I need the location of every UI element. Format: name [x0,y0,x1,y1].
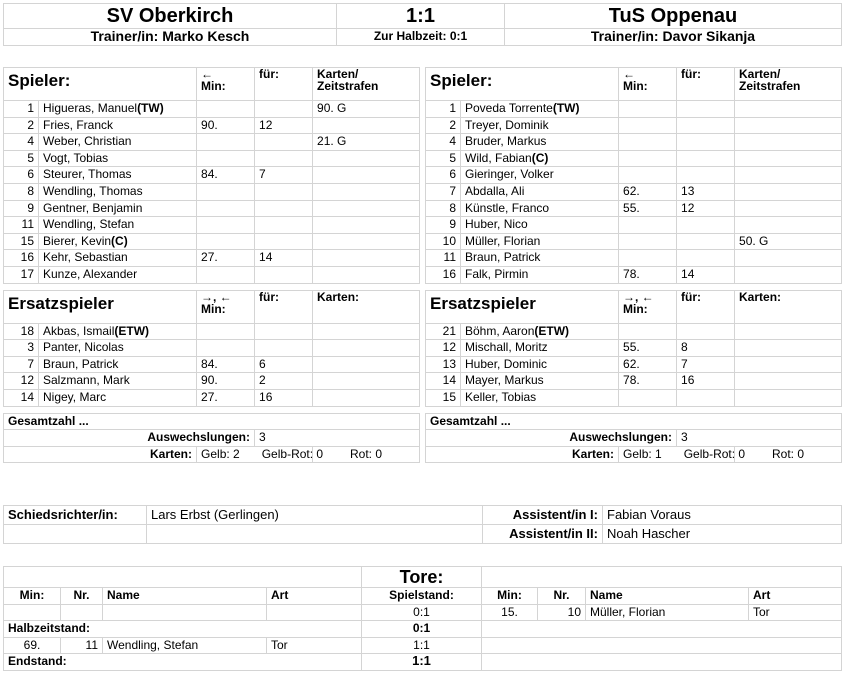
final-score: 1:1 [337,4,505,29]
player-sub-minute: 78. [619,266,677,283]
away-min-header: ← Min: [619,68,677,101]
away-player-row [426,101,842,118]
goals-title: Tore: [362,567,482,588]
away-goal-nr: 10 [538,604,586,621]
home-substitutions-label: Auswechslungen: [4,430,255,447]
home-sub-row [4,340,420,357]
away-yellow-count: Gelb: 1 [623,446,662,461]
player-sub-minute [619,167,677,184]
player-number: 5 [426,150,461,167]
sub-for: 6 [255,356,313,373]
sub-cards [313,389,420,406]
sub-cards [735,389,842,406]
sub-cards [313,323,420,340]
sub-name: Salzmann, Mark [39,373,197,390]
player-sub-minute: 62. [619,183,677,200]
referee-name: Lars Erbst (Gerlingen) [147,506,483,525]
player-cards [735,183,842,200]
sub-name: Braun, Patrick [39,356,197,373]
player-sub-for [677,250,735,267]
away-goal-art-header: Art [749,588,842,605]
away-coach: Trainer/in: Davor Sikanja [505,29,842,46]
player-number: 16 [4,250,39,267]
sub-number: 18 [4,323,39,340]
player-number: 7 [426,183,461,200]
home-sub-row [4,356,420,373]
assistant1-label: Assistent/in I: [483,506,603,525]
player-sub-for: 12 [677,200,735,217]
player-sub-minute: 27. [197,250,255,267]
away-lineup-table [425,67,842,463]
away-player-row [426,134,842,151]
officials-table [3,505,842,544]
player-name: Kehr, Sebastian [39,250,197,267]
player-number: 11 [426,250,461,267]
final-score-label: Endstand: [4,654,362,671]
home-subs-for-header: für: [255,290,313,323]
player-name: Bruder, Markus [461,134,619,151]
away-min-in-header: →, ← Min: [619,290,677,323]
sub-number: 3 [4,340,39,357]
away-cards-header: Karten/ Zeitstrafen [735,68,842,101]
home-sub-row [4,389,420,406]
assistant2-name: Noah Hascher [603,525,842,544]
sub-name: Akbas, Ismail(ETW) [39,323,197,340]
home-team-name: SV Oberkirch [4,4,337,29]
home-subs-cards-header: Karten: [313,290,420,323]
away-yellowred-count: Gelb-Rot: 0 [683,446,746,461]
home-cards-label: Karten: [4,446,197,463]
sub-number: 12 [426,340,461,357]
player-name: Wild, Fabian(C) [461,150,619,167]
player-sub-minute [197,233,255,250]
away-goal-min-header: Min: [482,588,538,605]
sub-cards [313,356,420,373]
away-player-row [426,183,842,200]
home-min-header: ← Min: [197,68,255,101]
sub-number: 15 [426,389,461,406]
away-goal-art: Tor [749,604,842,621]
sub-name: Huber, Dominic [461,356,619,373]
goal-score: 0:1 [362,604,482,621]
sub-cards [735,340,842,357]
player-number: 1 [426,101,461,118]
sub-name: Böhm, Aaron(ETW) [461,323,619,340]
player-sub-for [255,150,313,167]
halftime-score: Zur Halbzeit: 0:1 [337,29,505,46]
player-sub-minute: 55. [619,200,677,217]
player-number: 2 [4,117,39,134]
away-players-header: Spieler: [426,68,619,101]
away-sub-row [426,356,842,373]
away-sub-row [426,389,842,406]
player-cards [735,150,842,167]
sub-minute [619,389,677,406]
away-red-count: Rot: 0 [735,446,842,463]
away-sub-row [426,340,842,357]
sub-for: 2 [255,373,313,390]
assistant2-label: Assistent/in II: [483,525,603,544]
home-player-row [4,134,420,151]
sub-minute [197,340,255,357]
player-sub-for [677,117,735,134]
player-cards: 90. G [313,101,420,118]
away-cards-label: Karten: [426,446,619,463]
player-sub-for: 13 [677,183,735,200]
away-substitutions-count: 3 [677,430,842,447]
player-sub-for: 12 [255,117,313,134]
player-cards [313,217,420,234]
player-sub-for [255,233,313,250]
player-cards [735,117,842,134]
player-sub-for [255,200,313,217]
sub-for: 7 [677,356,735,373]
home-player-row [4,117,420,134]
sub-name: Mayer, Markus [461,373,619,390]
sub-cards [735,323,842,340]
home-sub-row [4,323,420,340]
sub-number: 12 [4,373,39,390]
player-sub-minute [197,217,255,234]
away-player-row [426,250,842,267]
player-number: 15 [4,233,39,250]
sub-cards [735,373,842,390]
halftime-score-value: 0:1 [362,621,482,638]
player-cards [735,217,842,234]
away-for-header: für: [677,68,735,101]
player-cards [735,266,842,283]
player-number: 5 [4,150,39,167]
home-red-count: Rot: 0 [313,446,420,463]
player-sub-for [677,233,735,250]
goal-name: Wendling, Stefan [103,637,267,654]
player-cards [735,101,842,118]
player-sub-for [677,217,735,234]
player-sub-minute [197,101,255,118]
sub-for [677,323,735,340]
final-score-value: 1:1 [362,654,482,671]
player-sub-minute: 90. [197,117,255,134]
player-cards [313,233,420,250]
away-sub-row [426,323,842,340]
player-cards [313,183,420,200]
player-sub-minute [197,134,255,151]
goal-nr: 11 [61,637,103,654]
player-sub-minute [619,150,677,167]
home-for-header: für: [255,68,313,101]
player-sub-for [255,183,313,200]
sub-number: 7 [4,356,39,373]
player-sub-minute [619,217,677,234]
player-cards [313,150,420,167]
away-goal-name-header: Name [586,588,749,605]
home-player-row [4,167,420,184]
player-name: Bierer, Kevin(C) [39,233,197,250]
sub-name: Panter, Nicolas [39,340,197,357]
player-sub-minute [619,134,677,151]
player-sub-minute [197,200,255,217]
player-name: Braun, Patrick [461,250,619,267]
player-number: 4 [4,134,39,151]
away-player-row [426,150,842,167]
goal-min: 69. [4,637,61,654]
sub-number: 21 [426,323,461,340]
player-number: 9 [4,200,39,217]
sub-name: Nigey, Marc [39,389,197,406]
match-header [3,3,842,46]
home-player-row [4,266,420,283]
player-sub-for [255,101,313,118]
home-player-row [4,150,420,167]
away-subs-header: Ersatzspieler [426,290,619,323]
player-cards [313,250,420,267]
player-sub-for [677,167,735,184]
goal-nr-header: Nr. [61,588,103,605]
sub-number: 13 [426,356,461,373]
player-sub-for [255,217,313,234]
player-name: Falk, Pirmin [461,266,619,283]
player-name: Gieringer, Volker [461,167,619,184]
player-number: 9 [426,217,461,234]
home-player-row [4,217,420,234]
player-number: 6 [426,167,461,184]
sub-minute: 55. [619,340,677,357]
home-substitutions-count: 3 [255,430,420,447]
player-name: Müller, Florian [461,233,619,250]
halftime-score-label: Halbzeitstand: [4,621,362,638]
player-cards [735,134,842,151]
player-sub-for: 14 [677,266,735,283]
home-players-header: Spieler: [4,68,197,101]
player-sub-minute [197,183,255,200]
home-coach: Trainer/in: Marko Kesch [4,29,337,46]
player-name: Higueras, Manuel(TW) [39,101,197,118]
player-name: Vogt, Tobias [39,150,197,167]
away-subs-for-header: für: [677,290,735,323]
player-number: 17 [4,266,39,283]
goal-min [4,604,61,621]
assistant1-name: Fabian Voraus [603,506,842,525]
away-player-row [426,266,842,283]
sub-number: 14 [426,373,461,390]
player-number: 8 [426,200,461,217]
home-lineup-table [3,67,420,463]
goal-score-header: Spielstand: [362,588,482,605]
player-name: Künstle, Franco [461,200,619,217]
sub-minute [197,323,255,340]
away-goal-name: Müller, Florian [586,604,749,621]
player-cards [313,266,420,283]
referee-label: Schiedsrichter/in: [4,506,147,525]
goal-art-header: Art [267,588,362,605]
home-player-row [4,233,420,250]
home-player-row [4,183,420,200]
player-number: 1 [4,101,39,118]
goal-name-header: Name [103,588,267,605]
away-player-row [426,233,842,250]
sub-minute: 84. [197,356,255,373]
home-total-label: Gesamtzahl ... [4,413,420,430]
home-player-row [4,101,420,118]
home-player-row [4,200,420,217]
player-sub-minute [197,266,255,283]
player-name: Wendling, Thomas [39,183,197,200]
player-number: 16 [426,266,461,283]
player-number: 11 [4,217,39,234]
player-cards [313,200,420,217]
sub-for [255,323,313,340]
player-name: Weber, Christian [39,134,197,151]
goal-score: 1:1 [362,637,482,654]
goal-nr [61,604,103,621]
player-name: Abdalla, Ali [461,183,619,200]
player-cards [735,167,842,184]
goal-art: Tor [267,637,362,654]
player-sub-for [255,266,313,283]
player-name: Fries, Franck [39,117,197,134]
player-cards: 21. G [313,134,420,151]
player-sub-for [255,134,313,151]
player-number: 2 [426,117,461,134]
player-sub-minute [619,101,677,118]
sub-for: 16 [677,373,735,390]
home-min-in-header: →, ← Min: [197,290,255,323]
goal-min-header: Min: [4,588,61,605]
player-name: Gentner, Benjamin [39,200,197,217]
sub-for: 16 [255,389,313,406]
sub-name: Mischall, Moritz [461,340,619,357]
player-cards [735,250,842,267]
home-yellowred-count: Gelb-Rot: 0 [261,446,324,461]
player-sub-minute [619,250,677,267]
player-number: 4 [426,134,461,151]
player-sub-for [677,134,735,151]
away-player-row [426,217,842,234]
sub-minute: 62. [619,356,677,373]
home-sub-row [4,373,420,390]
sub-minute: 78. [619,373,677,390]
sub-minute: 90. [197,373,255,390]
home-yellow-count: Gelb: 2 [201,446,240,461]
sub-for [255,340,313,357]
player-cards [313,117,420,134]
away-player-row [426,167,842,184]
home-player-row [4,250,420,267]
player-sub-for [677,150,735,167]
sub-cards [313,340,420,357]
player-number: 8 [4,183,39,200]
away-sub-row [426,373,842,390]
player-sub-minute [619,117,677,134]
away-team-name: TuS Oppenau [505,4,842,29]
away-player-row [426,117,842,134]
away-player-row [426,200,842,217]
sub-minute [619,323,677,340]
player-cards [313,167,420,184]
goal-name [103,604,267,621]
sub-for [677,389,735,406]
goal-art [267,604,362,621]
player-name: Poveda Torrente(TW) [461,101,619,118]
player-sub-for: 7 [255,167,313,184]
player-cards [735,200,842,217]
player-sub-minute [197,150,255,167]
sub-cards [735,356,842,373]
sub-name: Keller, Tobias [461,389,619,406]
player-sub-for: 14 [255,250,313,267]
player-sub-minute [619,233,677,250]
player-name: Kunze, Alexander [39,266,197,283]
player-sub-minute: 84. [197,167,255,184]
player-name: Steurer, Thomas [39,167,197,184]
away-substitutions-label: Auswechslungen: [426,430,677,447]
sub-cards [313,373,420,390]
away-goal-nr-header: Nr. [538,588,586,605]
away-total-label: Gesamtzahl ... [426,413,842,430]
away-subs-cards-header: Karten: [735,290,842,323]
player-sub-for [677,101,735,118]
player-name: Wendling, Stefan [39,217,197,234]
player-cards: 50. G [735,233,842,250]
home-cards-header: Karten/ Zeitstrafen [313,68,420,101]
sub-for: 8 [677,340,735,357]
away-goal-min: 15. [482,604,538,621]
goals-table [3,566,842,671]
sub-minute: 27. [197,389,255,406]
player-name: Treyer, Dominik [461,117,619,134]
sub-number: 14 [4,389,39,406]
home-subs-header: Ersatzspieler [4,290,197,323]
player-number: 6 [4,167,39,184]
player-number: 10 [426,233,461,250]
player-name: Huber, Nico [461,217,619,234]
